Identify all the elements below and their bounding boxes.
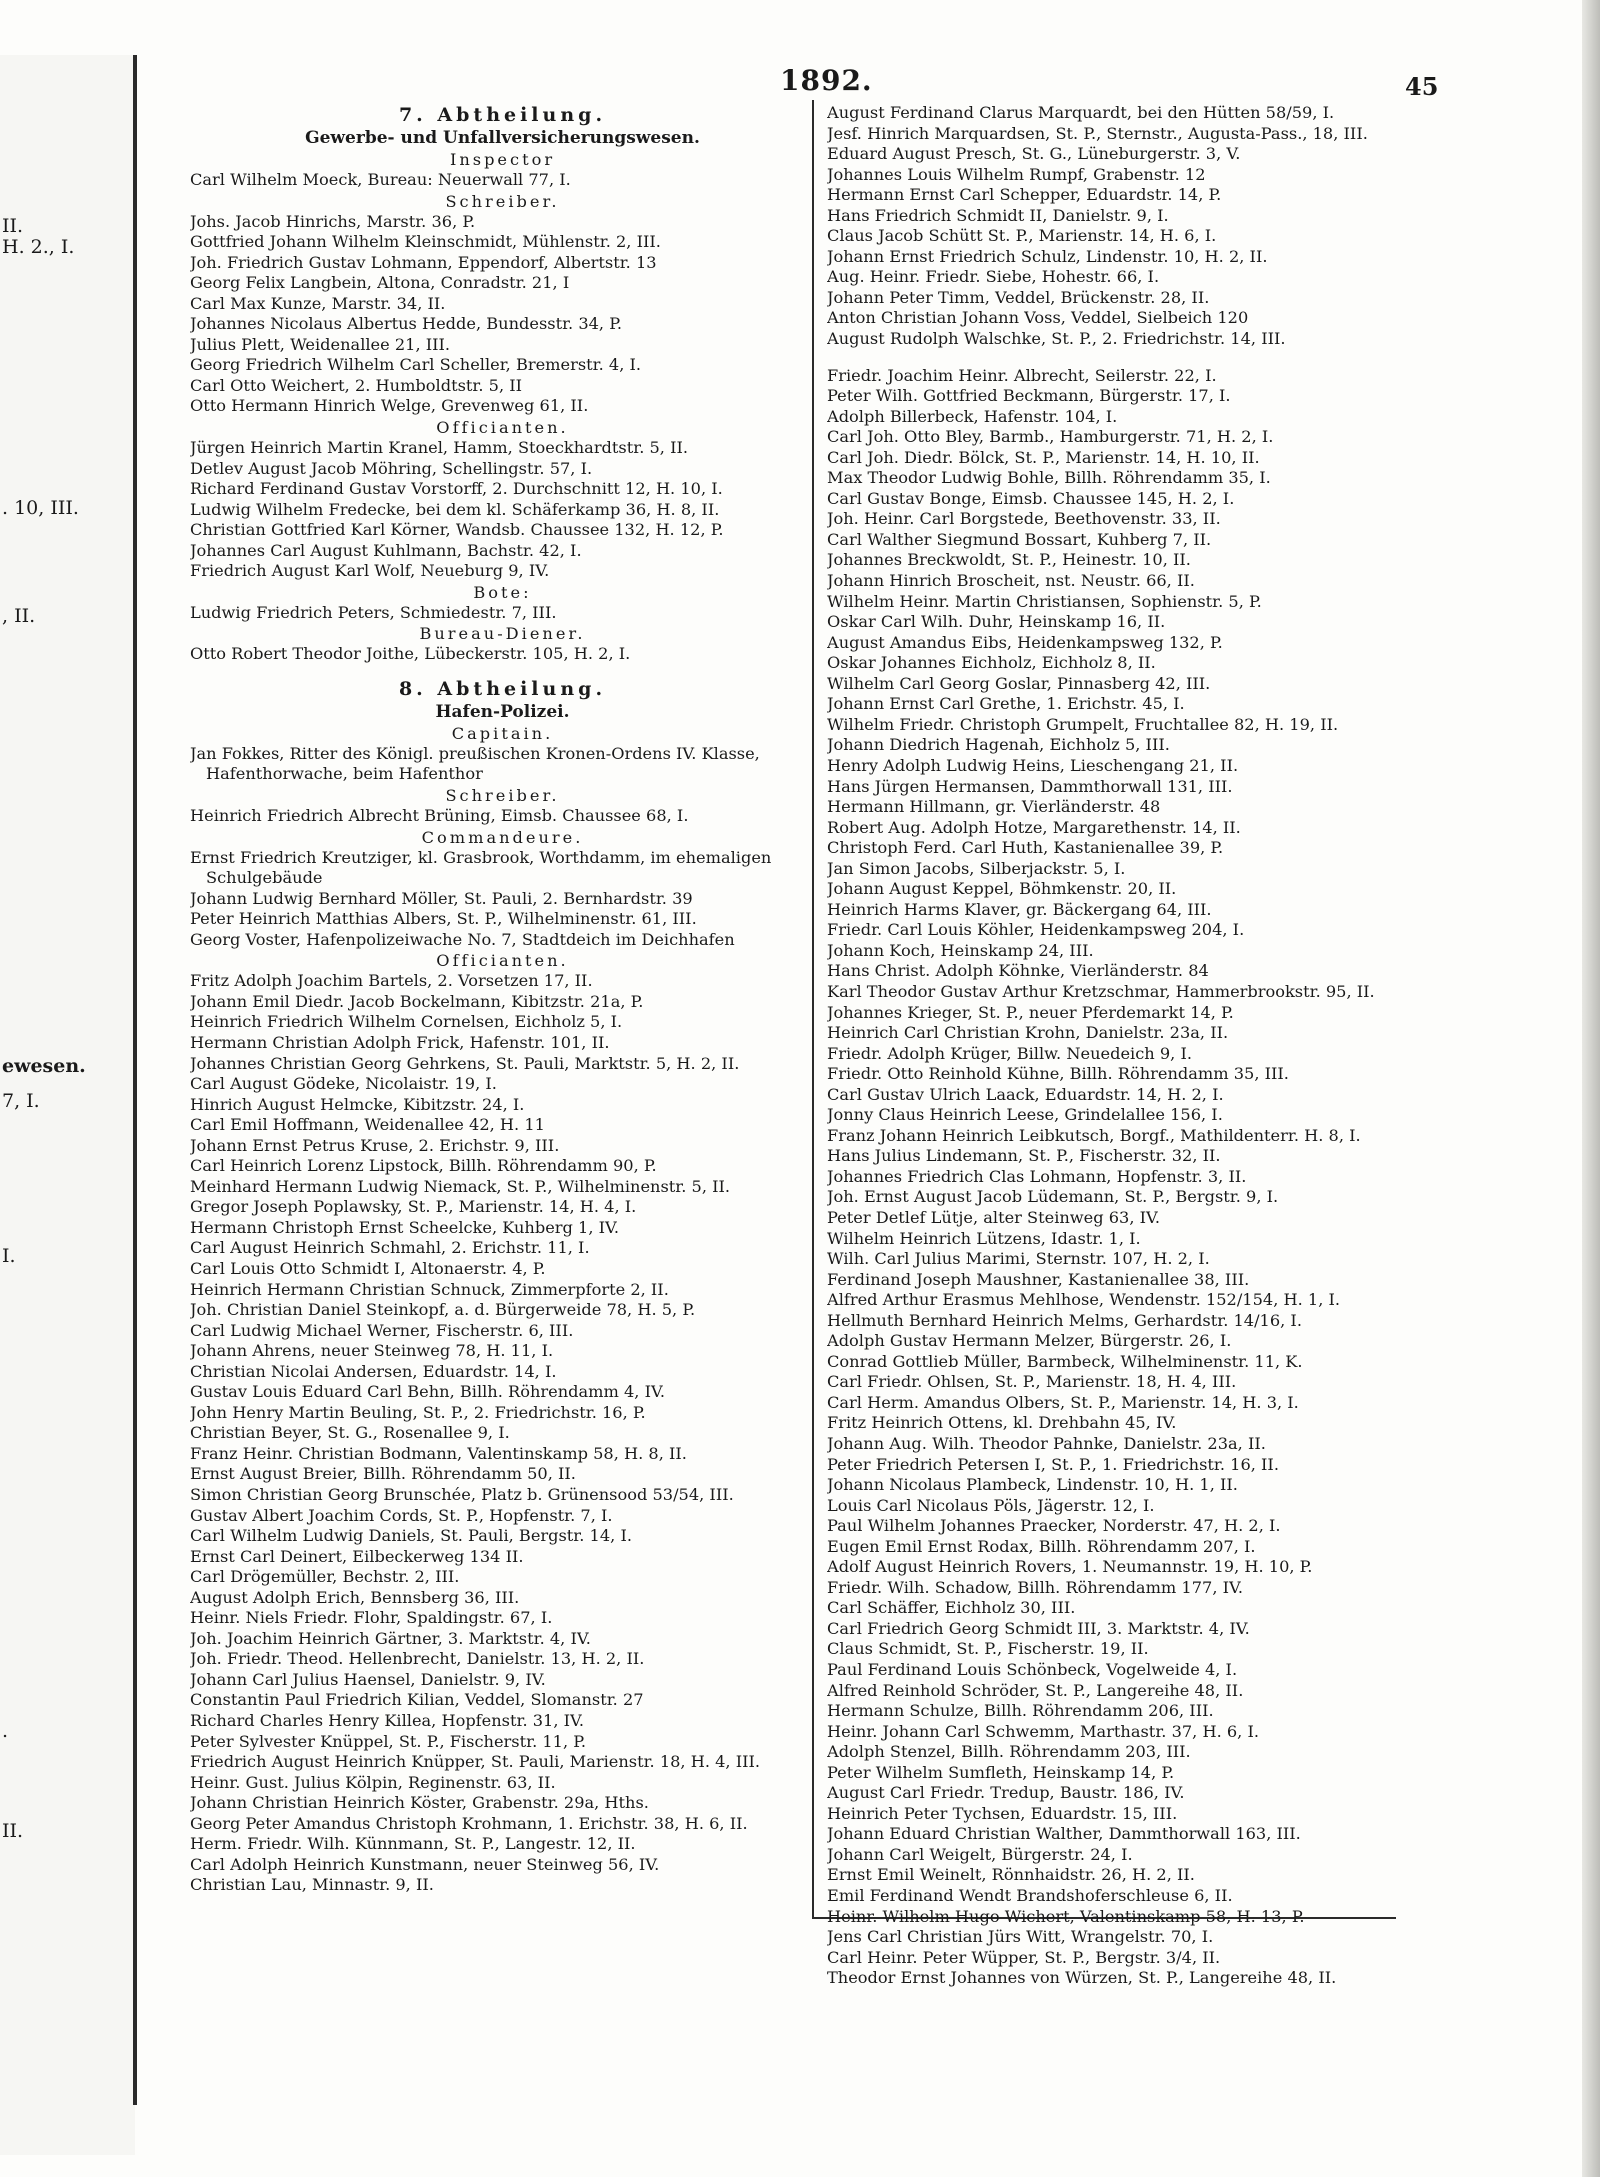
entry-line: Ludwig Wilhelm Fredecke, bei dem kl. Schäferkamp 36, H. 8, II. xyxy=(190,499,720,519)
entry-line: Christian Lau, Minnastr. 9, II. xyxy=(190,1875,434,1895)
prev-fragment: I. xyxy=(2,1245,16,1267)
entry-line: Georg Friedrich Wilhelm Carl Scheller, Bremerstr. 4, I. xyxy=(190,355,642,375)
section-title: 7. Abtheilung. xyxy=(398,104,607,126)
entry-line: Georg Felix Langbein, Altona, Conradstr. 21, I xyxy=(190,273,570,293)
entry-line: Johann Christian Heinrich Köster, Grabenstr. 29a, Hths. xyxy=(190,1793,649,1813)
entry-line: Carl Emil Hoffmann, Weidenallee 42, H. 11 xyxy=(190,1115,545,1135)
prev-fragment: ewesen. xyxy=(2,1055,86,1077)
entry-line: Peter Wilhelm Sumfleth, Heinskamp 14, P. xyxy=(827,1762,1175,1782)
entry-line: Heinr. Johann Carl Schwemm, Marthastr. 37, H. 6, I. xyxy=(827,1721,1259,1741)
page-year: 1892. xyxy=(780,64,873,97)
entry-line: Carl Friedrich Georg Schmidt III, 3. Marktstr. 4, IV. xyxy=(827,1618,1250,1638)
entry-line: Anton Christian Johann Voss, Veddel, Sielbeich 120 xyxy=(827,308,1249,328)
entry-line: Carl Joh. Diedr. Bölck, St. P., Marienstr. 14, H. 10, II. xyxy=(827,447,1260,467)
entry-line: Carl Heinrich Lorenz Lipstock, Billh. Röhrendamm 90, P. xyxy=(190,1156,657,1176)
entry-line: Franz Johann Heinrich Leibkutsch, Borgf., Mathildenterr. H. 8, I. xyxy=(827,1125,1361,1145)
entry-line: Julius Plett, Weidenallee 21, III. xyxy=(190,334,451,354)
entry-line: Hermann Hillmann, gr. Vierländerstr. 48 xyxy=(827,797,1161,817)
entry-line: Emil Ferdinand Wendt Brandshoferschleuse 6, II. xyxy=(827,1886,1233,1906)
entry-line: Johann Ludwig Bernhard Möller, St. Pauli, 2. Bernhardstr. 39 xyxy=(190,888,693,908)
entry-line: August Rudolph Walschke, St. P., 2. Friedrichstr. 14, III. xyxy=(827,329,1286,349)
section-title: 8. Abtheilung. xyxy=(398,677,607,700)
entry-line: Wilhelm Friedr. Christoph Grumpelt, Fruchtallee 82, H. 19, II. xyxy=(827,714,1339,734)
entry-line: Carl Friedr. Ohlsen, St. P., Marienstr. 18, H. 4, III. xyxy=(827,1372,1237,1392)
entry-line: Fritz Heinrich Ottens, kl. Drehbahn 45, IV. xyxy=(827,1413,1177,1433)
entry-line: Hafenthorwache, beim Hafenthor xyxy=(206,764,483,784)
entry-line: Theodor Ernst Johannes von Würzen, St. P., Langereihe 48, II. xyxy=(827,1968,1337,1988)
entry-line: Christian Beyer, St. G., Rosenallee 9, I. xyxy=(190,1423,510,1443)
entry-line: Conrad Gottlieb Müller, Barmbeck, Wilhelminenstr. 11, K. xyxy=(827,1351,1303,1371)
entry-line: Gregor Joseph Poplawsky, St. P., Marienstr. 14, H. 4, I. xyxy=(190,1197,637,1217)
entry-line: Adolph Gustav Hermann Melzer, Bürgerstr. 26, I. xyxy=(827,1331,1232,1351)
entry-line: Richard Charles Henry Killea, Hopfenstr. 31, IV. xyxy=(190,1711,585,1730)
entry-line: Jesf. Hinrich Marquardsen, St. P., Sternstr., Augusta-Pass., 18, III. xyxy=(827,123,1368,143)
entry-line: Herm. Friedr. Wilh. Künnmann, St. P., Langestr. 12, II. xyxy=(190,1834,636,1854)
entry-line: Jürgen Heinrich Martin Kranel, Hamm, Stoeckhardtstr. 5, II. xyxy=(190,438,689,458)
entry-line: Carl August Heinrich Schmahl, 2. Erichstr. 11, I. xyxy=(190,1238,590,1258)
entry-line: Hermann Christian Adolph Frick, Hafenstr. 101, II. xyxy=(190,1032,610,1052)
entry-line: John Henry Martin Beuling, St. P., 2. Friedrichstr. 16, P. xyxy=(190,1402,646,1422)
entry-line: Carl Wilhelm Ludwig Daniels, St. Pauli, Bergstr. 14, I. xyxy=(190,1526,632,1546)
entry-line: Richard Ferdinand Gustav Vorstorff, 2. Durchschnitt 12, H. 10, I. xyxy=(190,479,723,499)
entry-line: Johann Carl Weigelt, Bürgerstr. 24, I. xyxy=(827,1844,1133,1864)
entry-line: Friedrich August Heinrich Knüpper, St. Pauli, Marienstr. 18, H. 4, III. xyxy=(190,1752,761,1772)
entry-line: Paul Ferdinand Louis Schönbeck, Vogelweide 4, I. xyxy=(827,1660,1238,1680)
entry-line: Gustav Albert Joachim Cords, St. P., Hopfenstr. 7, I. xyxy=(190,1505,613,1525)
subsection-heading: Inspector xyxy=(449,150,556,169)
entry-line: Peter Wilh. Gottfried Beckmann, Bürgerstr. 17, I. xyxy=(827,386,1231,406)
section-subtitle: Hafen-Polizei. xyxy=(435,701,570,722)
entry-line: Carl Joh. Otto Bley, Barmb., Hamburgerstr. 71, H. 2, I. xyxy=(827,427,1274,447)
entry-line: Carl Schäffer, Eichholz 30, III. xyxy=(827,1598,1076,1618)
page-number: 45 xyxy=(1405,72,1439,101)
entry-line: Carl Drögemüller, Bechstr. 2, III. xyxy=(190,1567,460,1587)
entry-line: Jan Fokkes, Ritter des Königl. preußischen Kronen-Ordens IV. Klasse, xyxy=(190,743,760,763)
entry-line: Alfred Arthur Erasmus Mehlhose, Wendenstr. 152/154, H. 1, I. xyxy=(827,1290,1341,1310)
entry-line: Heinrich Peter Tychsen, Eduardstr. 15, III. xyxy=(827,1803,1178,1823)
entry-list xyxy=(190,438,815,582)
entry-line: Carl Gustav Ulrich Laack, Eduardstr. 14, H. 2, I. xyxy=(827,1084,1224,1104)
entry-line: Johs. Jacob Hinrichs, Marstr. 36, P. xyxy=(190,211,476,231)
entry-line: Schulgebäude xyxy=(206,868,323,888)
entry-line: Johannes Louis Wilhelm Rumpf, Grabenstr. 12 xyxy=(827,164,1206,184)
entry-line: August Carl Friedr. Tredup, Baustr. 186, IV. xyxy=(827,1783,1185,1803)
entry-line: Georg Peter Amandus Christoph Krohmann, 1. Erichstr. 38, H. 6, II. xyxy=(190,1813,748,1833)
entry-line: Johann Ernst Petrus Kruse, 2. Erichstr. 9, III. xyxy=(190,1135,560,1155)
entry-line: Jan Simon Jacobs, Silberjackstr. 5, I. xyxy=(827,858,1126,878)
entry-line: Christian Nicolai Andersen, Eduardstr. 14, I. xyxy=(190,1361,557,1381)
entry-line: Joh. Christian Daniel Steinkopf, a. d. Bürgerweide 78, H. 5, P. xyxy=(190,1300,696,1320)
subsection-heading: Officianten. xyxy=(436,951,569,971)
entry-line: Hans Christ. Adolph Köhnke, Vierländerstr. 84 xyxy=(827,961,1209,981)
entry-line: Carl Otto Weichert, 2. Humboldtstr. 5, II xyxy=(190,375,523,395)
entry-line: Ernst August Breier, Billh. Röhrendamm 50, II. xyxy=(190,1464,576,1484)
entry-line: Friedrich August Karl Wolf, Neueburg 9, IV. xyxy=(190,561,550,581)
entry-line: Hinrich August Helmcke, Kibitzstr. 24, I. xyxy=(190,1094,525,1114)
entry-line: Peter Detlef Lütje, alter Steinweg 63, IV. xyxy=(827,1207,1161,1227)
entry-line: Hans Julius Lindemann, St. P., Fischerstr. 32, II. xyxy=(827,1146,1221,1166)
entry-line: Heinrich Harms Klaver, gr. Bäckergang 64, III. xyxy=(827,899,1212,919)
entry-line: Meinhard Hermann Ludwig Niemack, St. P., Wilhelminenstr. 5, II. xyxy=(190,1176,731,1196)
entry-line: Max Theodor Ludwig Bohle, Billh. Röhrendamm 35, I. xyxy=(827,468,1271,488)
entry-line: August Amandus Eibs, Heidenkampsweg 132, P. xyxy=(827,632,1223,652)
entry-line: Eugen Emil Ernst Rodax, Billh. Röhrendamm 207, I. xyxy=(827,1536,1256,1556)
entry-line: Johann Diedrich Hagenah, Eichholz 5, III. xyxy=(827,735,1170,755)
entry-list xyxy=(190,971,815,1896)
subsection-heading: Officianten. xyxy=(436,418,569,438)
entry-line: Friedr. Joachim Heinr. Albrecht, Seilerstr. 22, I. xyxy=(827,365,1217,385)
entry-line: Jonny Claus Heinrich Leese, Grindelallee 156, I. xyxy=(827,1105,1223,1125)
entry-line: Joh. Heinr. Carl Borgstede, Beethovenstr. 33, II. xyxy=(827,509,1221,529)
entry-line: Ferdinand Joseph Maushner, Kastanienallee 38, III. xyxy=(827,1269,1250,1289)
entry-line: Christian Gottfried Karl Körner, Wandsb. Chaussee 132, H. 12, P. xyxy=(190,520,724,540)
gutter-rule xyxy=(133,55,137,2105)
entry-line: Constantin Paul Friedrich Kilian, Veddel, Slomanstr. 27 xyxy=(190,1690,644,1710)
entry-line: Johannes Breckwoldt, St. P., Heinestr. 10, II. xyxy=(827,550,1191,570)
scan-edge-shade xyxy=(1582,0,1600,2177)
entry-line: Johann Emil Diedr. Jacob Bockelmann, Kibitzstr. 21a, P. xyxy=(190,991,644,1011)
prev-fragment: . xyxy=(2,1720,9,1742)
entry-line: Otto Robert Theodor Joithe, Lübeckerstr. 105, H. 2, I. xyxy=(190,644,631,664)
entry-line: Hans Friedrich Schmidt II, Danielstr. 9, I. xyxy=(827,205,1169,225)
entry-line: Johannes Nicolaus Albertus Hedde, Bundesstr. 34, P. xyxy=(190,314,622,334)
previous-page-strip xyxy=(0,55,135,2155)
section-subtitle: Gewerbe- und Unfallversicherungswesen. xyxy=(305,128,700,148)
entry-line: Carl Gustav Bonge, Eimsb. Chaussee 145, H. 2, I. xyxy=(827,488,1235,508)
entry-line: Johann Aug. Wilh. Theodor Pahnke, Danielstr. 23a, II. xyxy=(827,1434,1266,1453)
entry-line: Johannes Christian Georg Gehrkens, St. Pauli, Marktstr. 5, H. 2, II. xyxy=(190,1053,740,1073)
entry-line: Oskar Carl Wilh. Duhr, Heinskamp 16, II. xyxy=(827,612,1166,632)
subsection-heading: Capitain. xyxy=(451,723,554,743)
entry-line: Joh. Friedrich Gustav Lohmann, Eppendorf, Albertstr. 13 xyxy=(190,252,657,272)
entry-line: Ernst Carl Deinert, Eilbeckerweg 134 II. xyxy=(190,1546,524,1566)
subsection-heading: Commandeure. xyxy=(421,827,584,847)
entry-line: Alfred Reinhold Schröder, St. P., Langereihe 48, II. xyxy=(827,1680,1244,1700)
entry-line: Eduard August Presch, St. G., Lüneburgerstr. 3, V. xyxy=(827,144,1241,164)
entry-line: Heinr. Gust. Julius Kölpin, Reginenstr. 63, II. xyxy=(190,1772,556,1792)
entry-line: Otto Hermann Hinrich Welge, Grevenweg 61, II. xyxy=(190,396,589,416)
entry-line: Johann Ernst Carl Grethe, 1. Erichstr. 45, I. xyxy=(827,694,1185,714)
entry-line: Claus Schmidt, St. P., Fischerstr. 19, II. xyxy=(827,1639,1149,1659)
entry-line: Hermann Ernst Carl Schepper, Eduardstr. 14, P. xyxy=(827,185,1222,205)
entry-line: Oskar Johannes Eichholz, Eichholz 8, II. xyxy=(827,653,1156,673)
entry-line: Friedr. Wilh. Schadow, Billh. Röhrendamm 177, IV. xyxy=(827,1577,1244,1597)
entry-line: Aug. Heinr. Friedr. Siebe, Hohestr. 66, I. xyxy=(827,267,1160,287)
entry-line: Carl Walther Siegmund Bossart, Kuhberg 7, II. xyxy=(827,529,1212,549)
entry-line: Carl Louis Otto Schmidt I, Altonaerstr. 4, P. xyxy=(190,1258,546,1278)
entry-line: Franz Heinr. Christian Bodmann, Valentinskamp 58, H. 8, II. xyxy=(190,1443,687,1463)
entry-line: Joh. Joachim Heinrich Gärtner, 3. Marktstr. 4, IV. xyxy=(190,1628,591,1648)
left-column xyxy=(190,103,815,1896)
entry-line: Adolph Stenzel, Billh. Röhrendamm 203, III. xyxy=(827,1742,1191,1762)
entry-line: Peter Sylvester Knüppel, St. P., Fischerstr. 11, P. xyxy=(190,1731,587,1751)
prev-fragment: II. xyxy=(2,1820,24,1842)
entry-line: Friedr. Otto Reinhold Kühne, Billh. Röhrendamm 35, III. xyxy=(827,1064,1289,1084)
entry-line: Hellmuth Bernhard Heinrich Melms, Gerhardstr. 14/16, I. xyxy=(827,1310,1302,1330)
entry-line: Adolf August Heinrich Rovers, 1. Neumannstr. 19, H. 10, P. xyxy=(827,1557,1313,1577)
entry-line: Hermann Schulze, Billh. Röhrendamm 206, III. xyxy=(827,1701,1214,1721)
entry-line: Johann August Keppel, Böhmkenstr. 20, II. xyxy=(827,879,1177,899)
entry-line: Gottfried Johann Wilhelm Kleinschmidt, Mühlenstr. 2, III. xyxy=(190,232,661,252)
entry-line: Johann Nicolaus Plambeck, Lindenstr. 10, H. 1, II. xyxy=(827,1475,1238,1495)
entry-line: Paul Wilhelm Johannes Praecker, Norderstr. 47, H. 2, I. xyxy=(827,1516,1281,1536)
entry-line: Heinrich Friedrich Wilhelm Cornelsen, Eichholz 5, I. xyxy=(190,1012,623,1032)
entry-line: Heinrich Carl Christian Krohn, Danielstr. 23a, II. xyxy=(827,1023,1229,1043)
entry-line: Carl Herm. Amandus Olbers, St. P., Marienstr. 14, H. 3, I. xyxy=(827,1392,1299,1412)
prev-fragment: , II. xyxy=(2,605,36,627)
entry-line: Wilhelm Heinr. Martin Christiansen, Sophienstr. 5, P. xyxy=(827,591,1262,611)
prev-fragment: . 10, III. xyxy=(2,497,79,519)
subsection-heading: Bote: xyxy=(473,582,532,602)
entry-line: August Ferdinand Clarus Marquardt, bei den Hütten 58/59, I. xyxy=(827,103,1335,122)
subsection-heading: Bureau-Diener. xyxy=(419,624,586,644)
entry-line: Carl Max Kunze, Marstr. 34, II. xyxy=(190,293,446,313)
entry-line: Georg Voster, Hafenpolizeiwache No. 7, Stadtdeich im Deichhafen xyxy=(190,929,735,949)
entry-line: Johann Carl Julius Haensel, Danielstr. 9, IV. xyxy=(190,1669,546,1689)
prev-fragment: 7, I. xyxy=(2,1090,40,1112)
entry-line: Carl Heinr. Peter Wüpper, St. P., Bergstr. 3/4, II. xyxy=(827,1947,1221,1967)
entry-line: Carl Wilhelm Moeck, Bureau: Neuerwall 77, I. xyxy=(190,170,571,189)
entry-line: Peter Heinrich Matthias Albers, St. P., Wilhelminenstr. 61, III. xyxy=(190,909,697,929)
entry-line: Peter Friedrich Petersen I, St. P., 1. Friedrichstr. 16, II. xyxy=(827,1454,1279,1474)
entry-line: August Adolph Erich, Bennsberg 36, III. xyxy=(190,1587,520,1607)
prev-fragment: II. xyxy=(2,215,24,237)
entry-line: Johann Eduard Christian Walther, Dammthorwall 163, III. xyxy=(827,1824,1301,1844)
subsection-heading: Schreiber. xyxy=(445,191,560,211)
entry-line: Carl Adolph Heinrich Kunstmann, neuer Steinweg 56, IV. xyxy=(190,1854,660,1874)
entry-line: Simon Christian Georg Brunschée, Platz b. Grünensood 53/54, III. xyxy=(190,1484,734,1504)
entry-line: Karl Theodor Gustav Arthur Kretzschmar, Hammerbrookstr. 95, II. xyxy=(827,981,1375,1001)
entry-line: Ludwig Friedrich Peters, Schmiedestr. 7, III. xyxy=(190,602,557,622)
entry-line: Christoph Ferd. Carl Huth, Kastanienallee 39, P. xyxy=(827,838,1224,858)
entry-line: Fritz Adolph Joachim Bartels, 2. Vorsetzen 17, II. xyxy=(190,971,593,991)
entry-line: Johann Koch, Heinskamp 24, III. xyxy=(827,940,1094,960)
entry-list xyxy=(827,366,1404,1989)
entry-line: Wilhelm Heinrich Lützens, Idastr. 1, I. xyxy=(827,1228,1141,1248)
entry-line: Jens Carl Christian Jürs Witt, Wrangelstr. 70, I. xyxy=(827,1927,1214,1947)
entry-line: Claus Jacob Schütt St. P., Marienstr. 14, H. 6, I. xyxy=(827,226,1217,246)
entry-line: Johannes Friedrich Clas Lohmann, Hopfenstr. 3, II. xyxy=(827,1166,1247,1186)
entry-list xyxy=(190,212,815,417)
entry-line: Robert Aug. Adolph Hotze, Margarethenstr. 14, II. xyxy=(827,817,1241,837)
entry-line: Johann Peter Timm, Veddel, Brückenstr. 28, II. xyxy=(827,287,1210,307)
entry-line: Johann Hinrich Broscheit, nst. Neustr. 66, II. xyxy=(827,571,1195,591)
entry-line: Heinrich Hermann Christian Schnuck, Zimmerpforte 2, II. xyxy=(190,1279,669,1299)
entry-line: Heinrich Friedrich Albrecht Brüning, Eimsb. Chaussee 68, I. xyxy=(190,806,689,826)
entry-line: Detlev August Jacob Möhring, Schellingstr. 57, I. xyxy=(190,458,593,478)
entry-line: Gustav Louis Eduard Carl Behn, Billh. Röhrendamm 4, IV. xyxy=(190,1382,665,1402)
right-column xyxy=(827,103,1404,1989)
entry-line: Wilhelm Carl Georg Goslar, Pinnasberg 42, III. xyxy=(827,673,1211,693)
entry-line: Ernst Emil Weinelt, Rönnhaidstr. 26, H. 2, II. xyxy=(827,1865,1195,1885)
entry-line: Joh. Ernst August Jacob Lüdemann, St. P., Bergstr. 9, I. xyxy=(827,1187,1279,1207)
entry-line: Johannes Krieger, St. P., neuer Pferdemarkt 14, P. xyxy=(827,1002,1234,1022)
entry-list xyxy=(827,103,1404,350)
entry-line: Heinr. Wilhelm Hugo Wichert, Valentinskamp 58, H. 13, P. xyxy=(827,1906,1305,1926)
entry-line: Hermann Christoph Ernst Scheelcke, Kuhberg 1, IV. xyxy=(190,1217,620,1237)
entry-line: Hans Jürgen Hermansen, Dammthorwall 131, III. xyxy=(827,776,1233,796)
entry-line: Johann Ernst Friedrich Schulz, Lindenstr. 10, H. 2, II. xyxy=(827,246,1268,266)
entry-line: Carl August Gödeke, Nicolaistr. 19, I. xyxy=(190,1074,497,1094)
entry-line: Louis Carl Nicolaus Pöls, Jägerstr. 12, I. xyxy=(827,1495,1155,1515)
entry-line: Heinr. Niels Friedr. Flohr, Spaldingstr. 67, I. xyxy=(190,1608,553,1628)
entry-line: Friedr. Adolph Krüger, Billw. Neuedeich 9, I. xyxy=(827,1043,1192,1063)
entry-line: Adolph Billerbeck, Hafenstr. 104, I. xyxy=(827,406,1118,426)
entry-line: Carl Ludwig Michael Werner, Fischerstr. 6, III. xyxy=(190,1320,574,1340)
entry-line: Friedr. Carl Louis Köhler, Heidenkampsweg 204, I. xyxy=(827,920,1245,940)
entry-line: Johannes Carl August Kuhlmann, Bachstr. 42, I. xyxy=(190,540,582,560)
prev-fragment: H. 2., I. xyxy=(2,236,75,258)
subsection-heading: Schreiber. xyxy=(445,786,560,806)
entry-line: Joh. Friedr. Theod. Hellenbrecht, Danielstr. 13, H. 2, II. xyxy=(190,1649,645,1669)
entry-line: Ernst Friedrich Kreutziger, kl. Grasbrook, Worthdamm, im ehemaligen xyxy=(190,847,772,867)
entry-line: Wilh. Carl Julius Marimi, Sternstr. 107, H. 2, I. xyxy=(827,1249,1210,1269)
entry-line: Johann Ahrens, neuer Steinweg 78, H. 11, I. xyxy=(190,1341,554,1361)
entry-line: Henry Adolph Ludwig Heins, Lieschengang 21, II. xyxy=(827,755,1239,775)
